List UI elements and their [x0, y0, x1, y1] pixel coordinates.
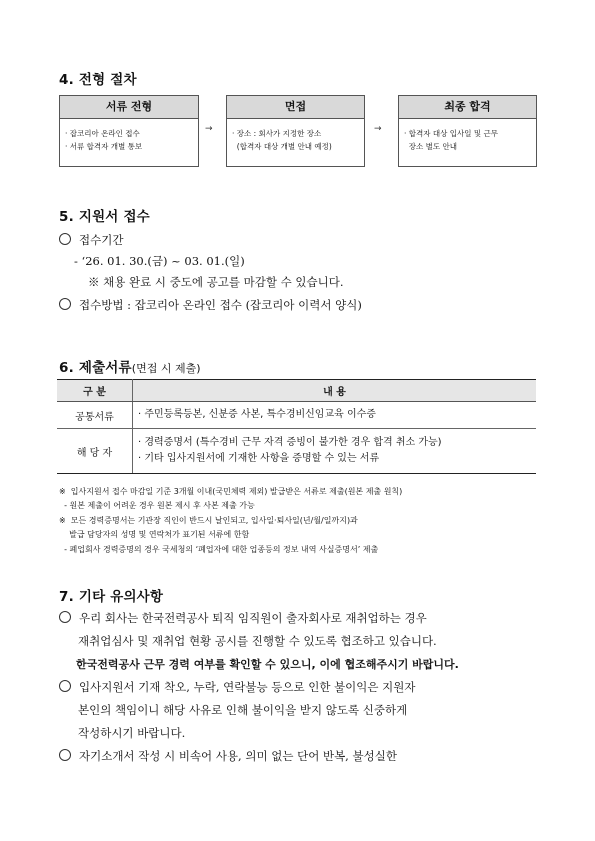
step-interview [226, 95, 365, 167]
period-label: 접수기간 [59, 232, 123, 248]
circle-bullet-icon [59, 749, 71, 761]
step-line: · 잡코리아 온라인 접수 [65, 129, 140, 138]
table-header: 내 용 [133, 380, 537, 402]
step-line: 장소 별도 안내 [404, 142, 458, 151]
table-header: 구 분 [57, 380, 133, 402]
documents-table [57, 379, 536, 474]
circle-bullet-icon [59, 680, 71, 692]
notice-item-1: 우리 회사는 한국전력공사 퇴직 임직원이 출자회사로 재취업하는 경우 [59, 610, 427, 626]
note-line: 발급 담당자의 성명 및 연락처가 표기된 서류에 한함 [59, 530, 250, 539]
notice-line: 재취업심사 및 재취업 현황 공시를 진행할 수 있도록 협조하고 있습니다. [78, 634, 437, 648]
row-content: · 주민등록등본, 신분증 사본, 특수경비신임교육 이수증 [138, 409, 376, 420]
note-line: - 원본 제출이 어려운 경우 원본 제시 후 사본 제출 가능 [59, 501, 255, 510]
step-final-pass [398, 95, 537, 167]
table-row [57, 429, 536, 474]
step-title: 서류 전형 [60, 96, 198, 119]
section-6-title: 6. 제출서류(면접 시 제출) [59, 360, 201, 376]
step-line: (합격자 대상 개별 안내 예정) [232, 142, 332, 151]
submission-method: 접수방법 : 잡코리아 온라인 접수 (잡코리아 이력서 양식) [59, 297, 362, 313]
note-line: - 폐업회사 경력증명의 경우 국세청의 ‘폐업자에 대한 업종등의 정보 내역 사실증명서’ 제출 [59, 545, 379, 554]
step-line: · 서류 합격자 개별 통보 [65, 142, 143, 151]
section-5-title: 5. 지원서 접수 [59, 209, 150, 225]
period-note: ※ 채용 완료 시 중도에 공고를 마감할 수 있습니다. [88, 275, 344, 289]
circle-bullet-icon [59, 611, 71, 623]
note-line: ※ 입사지원서 접수 마감일 기준 3개월 이내(국민체력 제외) 발급받은 서류로 제출(원본 제출 원칙) [59, 487, 403, 496]
table-row [57, 402, 536, 429]
notice-item-2: 입사지원서 기재 착오, 누락, 연락불능 등으로 인한 불이익은 지원자 [59, 679, 416, 695]
section-4-title: 4. 전형 절차 [59, 72, 137, 88]
notice-item-3: 자기소개서 작성 시 비속어 사용, 의미 없는 단어 반복, 불성실한 [59, 748, 397, 764]
row-content: · 경력증명서 (특수경비 근무 자격 증빙이 불가한 경우 합격 취소 가능) [138, 437, 442, 448]
step-document-screening [59, 95, 199, 167]
note-line: ※ 모든 경력증명서는 기관장 직인이 반드시 날인되고, 입사일·퇴사일(년/월/일까지)과 [59, 516, 358, 525]
arrow-icon: → [374, 124, 382, 134]
period-value: - ‘26. 01. 30.(금) ~ 03. 01.(일) [74, 254, 245, 268]
notice-line: 작성하시기 바랍니다. [78, 726, 186, 740]
step-title: 최종 합격 [399, 96, 536, 119]
arrow-icon: → [205, 124, 213, 134]
notice-bold-line: 한국전력공사 근무 경력 여부를 확인할 수 있으니, 이에 협조해주시기 바랍니다. [76, 658, 459, 671]
row-label: 해 당 자 [57, 429, 133, 474]
row-label: 공통서류 [57, 402, 133, 429]
row-content: · 기타 입사지원서에 기재한 사항을 증명할 수 있는 서류 [138, 453, 380, 464]
step-title: 면접 [227, 96, 364, 119]
step-line: · 장소 : 회사가 지정한 장소 [232, 129, 322, 138]
circle-bullet-icon [59, 298, 71, 310]
circle-bullet-icon [59, 233, 71, 245]
section-7-title: 7. 기타 유의사항 [59, 589, 164, 605]
notice-line: 본인의 책임이니 해당 사유로 인해 불이익을 받지 않도록 신중하게 [78, 703, 408, 717]
step-line: · 합격자 대상 입사일 및 근무 [404, 129, 498, 138]
